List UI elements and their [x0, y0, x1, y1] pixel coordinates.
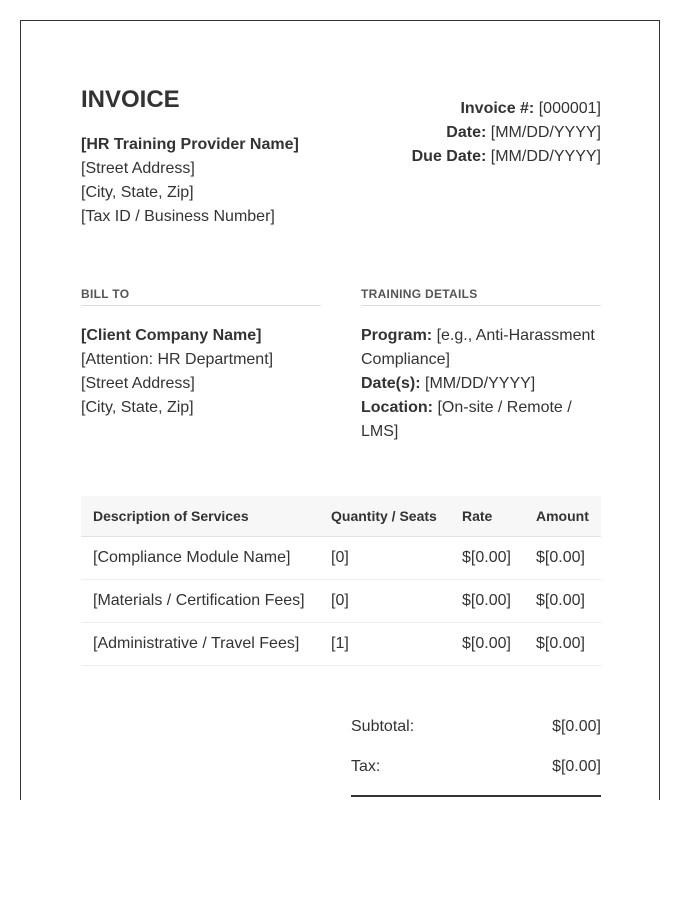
header-quantity: Quantity / Seats — [319, 496, 450, 537]
provider-name: [HR Training Provider Name] — [81, 136, 299, 153]
invoice-number-label: Invoice #: — [460, 100, 535, 117]
client-company-name: [Client Company Name] — [81, 327, 262, 344]
row-quantity: [0] — [319, 537, 450, 580]
location-label: Location: — [361, 399, 433, 416]
tax-row — [351, 747, 601, 787]
program-value: [e.g., Anti-Harassment Compliance] — [361, 327, 595, 368]
bill-to-section — [81, 287, 321, 420]
due-date-line — [412, 145, 601, 169]
tax-label: Tax: — [351, 758, 381, 775]
client-street: [Street Address] — [81, 375, 195, 392]
due-date-label: Due Date: — [411, 148, 487, 165]
invoice-date-line — [412, 121, 601, 145]
row-rate: $[0.00] — [450, 623, 524, 666]
row-amount: $[0.00] — [524, 623, 601, 666]
training-dates-line — [361, 372, 601, 396]
table-row — [81, 623, 601, 666]
row-quantity: [0] — [319, 580, 450, 623]
training-details-heading: TRAINING DETAILS — [361, 287, 601, 306]
header-amount: Amount — [524, 496, 601, 537]
training-dates-value: [MM/DD/YYYY] — [425, 375, 536, 392]
training-details-body — [361, 324, 601, 444]
bill-to-body — [81, 324, 321, 420]
totals-divider — [351, 795, 601, 797]
location-value: [On-site / Remote / LMS] — [361, 399, 572, 440]
subtotal-row — [351, 707, 601, 747]
invoice-number-value: [000001] — [538, 100, 601, 117]
table-row — [81, 537, 601, 580]
invoice-number-line — [412, 97, 601, 121]
provider-street: [Street Address] — [81, 160, 195, 177]
row-description: [Materials / Certification Fees] — [81, 580, 319, 623]
row-quantity: [1] — [319, 623, 450, 666]
row-amount: $[0.00] — [524, 537, 601, 580]
services-header-row — [81, 496, 601, 537]
client-attention: [Attention: HR Department] — [81, 351, 274, 368]
table-row — [81, 580, 601, 623]
provider-tax-id: [Tax ID / Business Number] — [81, 208, 275, 225]
bill-to-heading: BILL TO — [81, 287, 321, 306]
provider-block — [81, 133, 299, 229]
client-city: [City, State, Zip] — [81, 399, 194, 416]
row-rate: $[0.00] — [450, 537, 524, 580]
provider-city: [City, State, Zip] — [81, 184, 194, 201]
invoice-page — [20, 20, 660, 800]
subtotal-label: Subtotal: — [351, 718, 415, 735]
row-amount: $[0.00] — [524, 580, 601, 623]
tax-value: $[0.00] — [552, 758, 601, 775]
subtotal-value: $[0.00] — [552, 718, 601, 735]
invoice-date-value: [MM/DD/YYYY] — [490, 124, 601, 141]
training-dates-label: Date(s): — [361, 375, 421, 392]
invoice-date-label: Date: — [446, 124, 487, 141]
program-line — [361, 324, 601, 372]
due-date-value: [MM/DD/YYYY] — [490, 148, 601, 165]
header-description: Description of Services — [81, 496, 319, 537]
row-description: [Compliance Module Name] — [81, 537, 319, 580]
invoice-meta — [412, 97, 601, 169]
header-rate: Rate — [450, 496, 524, 537]
row-rate: $[0.00] — [450, 580, 524, 623]
training-details-section — [361, 287, 601, 444]
services-table — [81, 496, 601, 666]
row-description: [Administrative / Travel Fees] — [81, 623, 319, 666]
invoice-title: INVOICE — [81, 86, 180, 113]
totals-block — [351, 707, 601, 797]
location-line — [361, 396, 601, 444]
program-label: Program: — [361, 327, 433, 344]
